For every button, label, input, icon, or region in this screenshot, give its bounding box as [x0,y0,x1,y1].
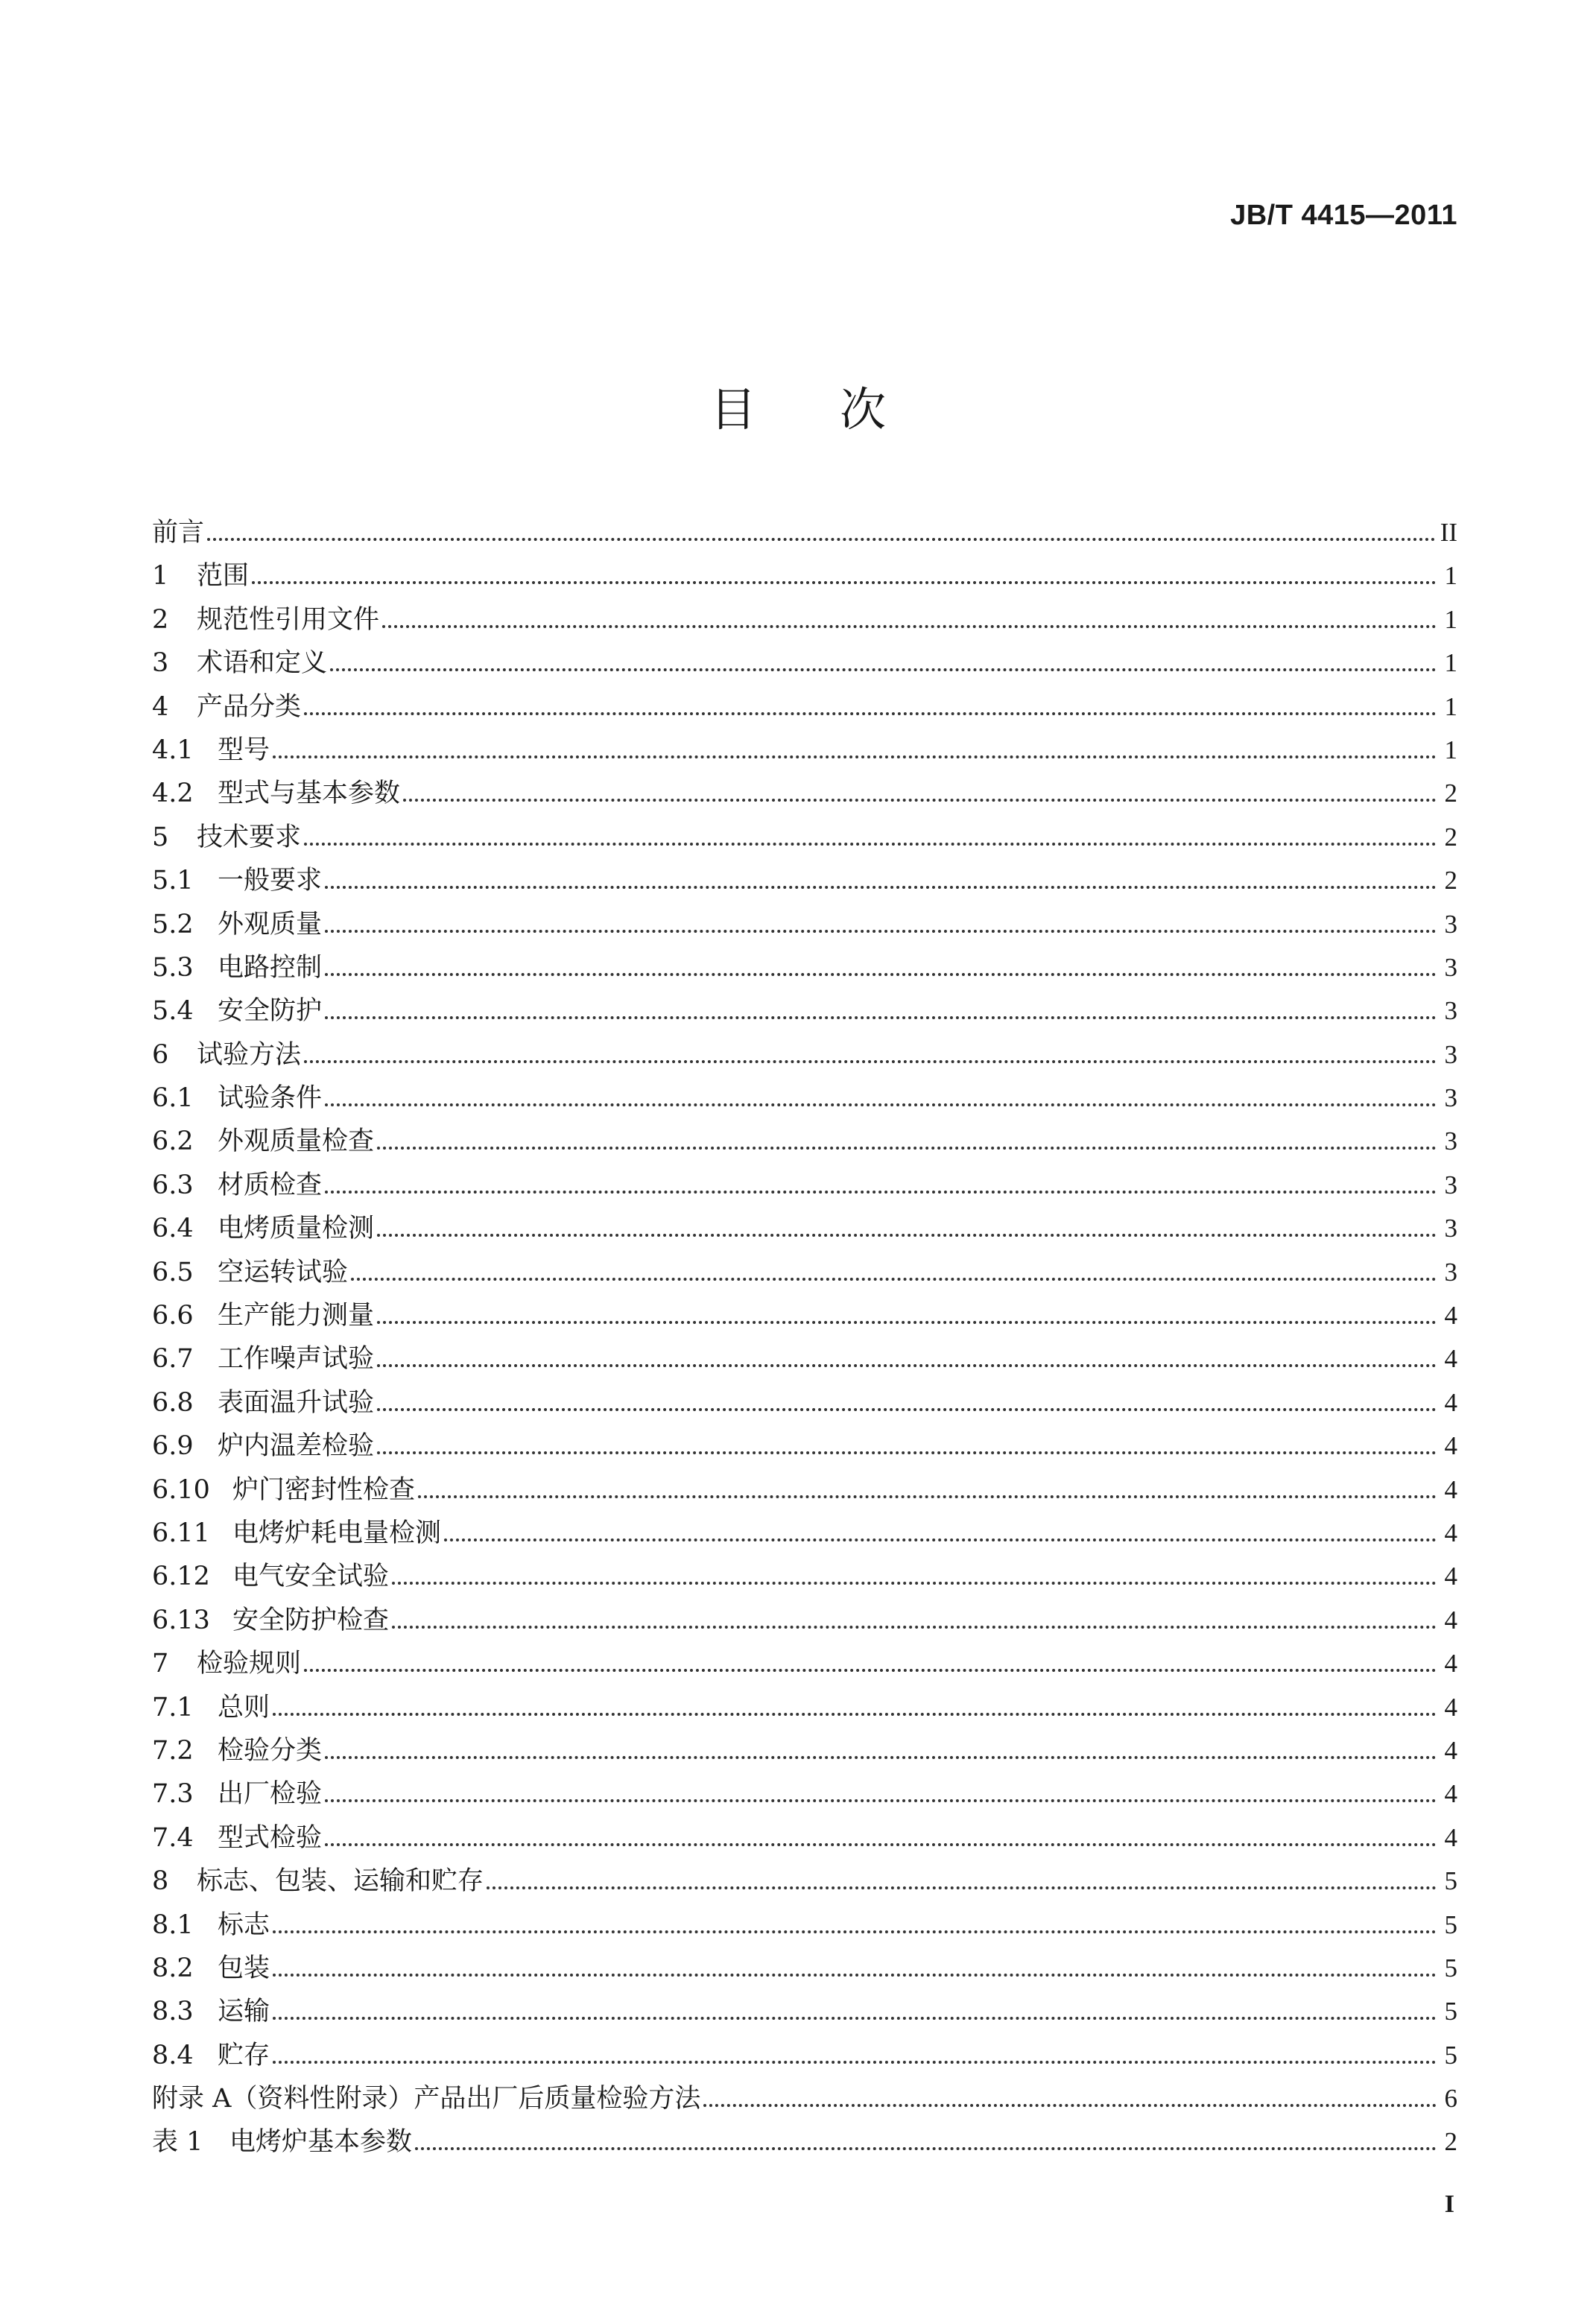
toc-entry-page: 3 [1444,909,1457,939]
toc-entry[interactable] [152,729,1457,772]
toc-leader-dots [273,1713,1437,1716]
toc-entry[interactable] [152,1381,1457,1424]
page-title [0,373,1596,439]
toc-entry-page: 1 [1444,604,1457,634]
standard-code: JB/T 4415—2011 [1230,200,1457,231]
toc-entry-page: 5 [1444,1997,1457,2026]
toc-entry[interactable] [152,1424,1457,1468]
toc-leader-dots [207,538,1436,541]
toc-leader-dots [325,1103,1437,1106]
toc-entry-label: 贮存 [218,2040,270,2070]
toc-entry-page: II [1440,518,1457,547]
toc-leader-dots [382,625,1437,628]
toc-leader-dots [304,1060,1437,1063]
toc-entry-label: 标志、包装、运输和贮存 [197,1866,484,1897]
toc-leader-dots [403,799,1437,802]
toc-leader-dots [377,1147,1437,1150]
toc-entry-page: 3 [1444,996,1457,1026]
toc-entry-number: 8.3 [152,1997,194,2027]
toc-entry[interactable] [152,1772,1457,1816]
toc-entry-number: 6.2 [152,1126,194,1157]
toc-entry-label: 试验方法 [197,1039,302,1070]
toc-entry[interactable] [152,1642,1457,1685]
toc-entry-page: 5 [1444,1866,1457,1896]
toc-entry-label: 一般要求 [218,866,323,896]
toc-entry-label: 电气安全试验 [232,1562,390,1592]
toc-entry-number: 5.2 [152,909,194,939]
toc-entry[interactable] [152,1207,1457,1250]
toc-entry-label: 运输 [218,1997,270,2027]
toc-entry-page: 2 [1444,866,1457,896]
toc-entry-label: 产品分类 [197,691,302,722]
toc-entry-label: 安全防护检查 [232,1605,390,1635]
toc-entry-page: 4 [1444,1605,1457,1635]
toc-entry-page: 1 [1444,561,1457,591]
toc-entry[interactable] [152,2120,1457,2164]
toc-entry-page: 4 [1444,1431,1457,1461]
toc-leader-dots [273,2017,1437,2020]
toc-leader-dots [325,1843,1437,1846]
toc-entry-label: 表面温升试验 [218,1387,375,1418]
toc-entry-number: 6.7 [152,1344,194,1375]
toc-entry[interactable] [152,772,1457,815]
toc-entry-number: 6.4 [152,1214,194,1244]
toc-leader-dots [252,581,1437,584]
toc-entry-number: 8.2 [152,1953,194,1983]
toc-entry-number: 1 [152,561,169,592]
toc-entry[interactable] [152,1947,1457,1990]
toc-entry-page: 1 [1444,648,1457,678]
toc-leader-dots [703,2104,1437,2107]
toc-entry-page: 6 [1444,2084,1457,2114]
toc-leader-dots [377,1321,1437,1324]
toc-entry[interactable] [152,1294,1457,1337]
toc-leader-dots [325,973,1437,976]
toc-entry[interactable] [152,1599,1457,1642]
toc-entry-page: 3 [1444,1083,1457,1113]
toc-entry[interactable] [152,816,1457,859]
toc-leader-dots [304,1669,1437,1672]
toc-entry-number: 6.10 [152,1474,210,1505]
toc-entry[interactable] [152,1816,1457,1860]
toc-entry[interactable] [152,511,1457,554]
toc-entry-number: 7.1 [152,1692,194,1723]
toc-entry-page: 2 [1444,822,1457,852]
toc-entry-label: 检验规则 [197,1649,302,1679]
toc-entry-number: 4.2 [152,779,194,809]
toc-entry-number: 6.8 [152,1387,194,1418]
toc-entry[interactable] [152,1033,1457,1077]
toc-entry[interactable] [152,2034,1457,2077]
page-number: I [1444,2190,1454,2218]
toc-entry-number: 6.12 [152,1562,210,1592]
toc-entry-label: 前言 [152,518,205,548]
toc-entry-label: 型式检验 [218,1822,323,1853]
toc-entry-page: 1 [1444,691,1457,721]
toc-entry[interactable] [152,554,1457,598]
toc-entry[interactable] [152,1164,1457,1207]
toc-leader-dots [325,1799,1437,1802]
toc-entry-number: 8 [152,1866,169,1897]
toc-entry-page: 5 [1444,2040,1457,2070]
toc-entry[interactable] [152,1555,1457,1598]
toc-leader-dots [418,1495,1437,1498]
toc-leader-dots [325,886,1437,889]
toc-entry[interactable] [152,1904,1457,1947]
toc-leader-dots [325,1191,1437,1194]
toc-entry-page: 2 [1444,779,1457,808]
toc-entry-label: 附录 A（资料性附录）产品出厂后质量检验方法 [152,2084,701,2114]
toc-entry-page: 3 [1444,1170,1457,1199]
toc-entry-number: 5.3 [152,952,194,983]
toc-entry-number: 5.4 [152,996,194,1027]
toc-leader-dots [487,1886,1437,1889]
toc-entry-page: 4 [1444,1562,1457,1591]
toc-entry[interactable] [152,598,1457,641]
toc-entry-page: 4 [1444,1735,1457,1765]
toc-entry-label: 术语和定义 [197,648,328,679]
toc-entry-label: 规范性引用文件 [197,604,380,635]
toc-leader-dots [304,712,1437,715]
page-title-part-2: 次 [840,382,887,437]
toc-entry-label: 电烤炉耗电量检测 [232,1518,442,1548]
toc-leader-dots [377,1364,1437,1367]
toc-entry-number: 6.3 [152,1170,194,1200]
toc-entry-number: 5 [152,822,169,852]
toc-entry-label: 标志 [218,1910,270,1940]
toc-leader-dots [415,2147,1437,2150]
toc-entry-page: 1 [1444,735,1457,764]
toc-entry[interactable] [152,2077,1457,2120]
toc-entry-label: 安全防护 [218,996,323,1027]
toc-entry-number: 6.11 [152,1518,210,1548]
toc-entry[interactable] [152,903,1457,946]
toc-entry-number: 4.1 [152,735,194,765]
page-title-part-1: 目 [709,382,756,437]
toc-entry-label: 试验条件 [218,1083,323,1114]
toc-entry-number: 3 [152,648,169,679]
table-of-contents [152,511,1457,2164]
toc-entry-page: 4 [1444,1692,1457,1722]
toc-entry[interactable] [152,989,1457,1033]
toc-entry[interactable] [152,1512,1457,1555]
toc-entry[interactable] [152,946,1457,989]
toc-leader-dots [273,1930,1437,1933]
toc-leader-dots [444,1538,1437,1541]
toc-leader-dots [392,1626,1437,1629]
toc-entry-label: 外观质量 [218,909,323,939]
toc-entry-page: 3 [1444,1214,1457,1243]
toc-entry-number: 7.3 [152,1779,194,1810]
toc-leader-dots [377,1451,1437,1454]
toc-entry[interactable] [152,1120,1457,1163]
toc-entry-page: 3 [1444,1039,1457,1069]
toc-entry-label: 范围 [197,561,250,592]
toc-entry-number: 8.4 [152,2040,194,2070]
toc-leader-dots [325,930,1437,933]
toc-entry[interactable] [152,685,1457,729]
toc-entry[interactable] [152,1686,1457,1729]
toc-entry-number: 7 [152,1649,169,1679]
toc-leader-dots [325,1756,1437,1759]
toc-entry-page: 4 [1444,1474,1457,1504]
toc-entry-label: 炉门密封性检查 [232,1474,416,1505]
toc-leader-dots [392,1582,1437,1585]
toc-entry-label: 电烤炉基本参数 [229,2127,413,2158]
toc-entry-label: 电路控制 [218,952,323,983]
toc-leader-dots [351,1278,1437,1281]
toc-leader-dots [325,1016,1437,1019]
toc-entry[interactable] [152,1729,1457,1772]
toc-leader-dots [377,1234,1437,1237]
toc-entry[interactable] [152,1251,1457,1294]
toc-entry-number: 6.6 [152,1301,194,1331]
toc-entry-page: 4 [1444,1518,1457,1547]
toc-leader-dots [330,668,1437,671]
toc-entry-label: 型号 [218,735,270,765]
toc-entry[interactable] [152,641,1457,685]
toc-entry-page: 4 [1444,1822,1457,1852]
toc-entry-page: 5 [1444,1910,1457,1939]
toc-entry-page: 2 [1444,2127,1457,2157]
toc-leader-dots [377,1408,1437,1411]
toc-entry[interactable] [152,1990,1457,2033]
toc-entry[interactable] [152,1468,1457,1512]
toc-entry-page: 3 [1444,1126,1457,1156]
toc-leader-dots [273,2061,1437,2064]
toc-entry-number: 表 1 [152,2127,203,2158]
toc-entry-number: 7.2 [152,1735,194,1766]
toc-entry-label: 空运转试验 [218,1257,349,1287]
toc-entry-label: 检验分类 [218,1735,323,1766]
toc-leader-dots [273,1974,1437,1977]
toc-leader-dots [304,843,1437,846]
toc-entry-number: 6.1 [152,1083,194,1114]
toc-entry-number: 6 [152,1039,169,1070]
toc-entry-label: 外观质量检查 [218,1126,375,1157]
toc-entry-page: 4 [1444,1344,1457,1374]
toc-entry-page: 3 [1444,1257,1457,1287]
toc-entry-page: 5 [1444,1953,1457,1983]
toc-entry-label: 出厂检验 [218,1779,323,1810]
toc-entry-number: 5.1 [152,866,194,896]
toc-entry[interactable] [152,1860,1457,1903]
toc-entry-label: 技术要求 [197,822,302,852]
toc-entry-label: 电烤质量检测 [218,1214,375,1244]
toc-entry-label: 材质检查 [218,1170,323,1200]
toc-entry-page: 4 [1444,1779,1457,1809]
toc-entry-label: 总则 [218,1692,270,1723]
toc-entry-number: 6.9 [152,1431,194,1462]
toc-entry-page: 3 [1444,952,1457,982]
toc-entry-label: 包装 [218,1953,270,1983]
toc-entry[interactable] [152,1337,1457,1381]
toc-entry[interactable] [152,859,1457,902]
toc-entry-label: 工作噪声试验 [218,1344,375,1375]
toc-entry-number: 8.1 [152,1910,194,1940]
toc-entry-number: 6.13 [152,1605,210,1635]
toc-leader-dots [273,755,1437,758]
toc-entry-number: 7.4 [152,1822,194,1853]
toc-entry-number: 6.5 [152,1257,194,1287]
toc-entry-label: 炉内温差检验 [218,1431,375,1462]
toc-entry-page: 4 [1444,1301,1457,1331]
toc-entry-number: 4 [152,691,169,722]
toc-entry[interactable] [152,1077,1457,1120]
toc-entry-page: 4 [1444,1649,1457,1679]
toc-entry-page: 4 [1444,1387,1457,1417]
toc-entry-label: 型式与基本参数 [218,779,401,809]
toc-entry-label: 生产能力测量 [218,1301,375,1331]
toc-entry-number: 2 [152,604,169,635]
